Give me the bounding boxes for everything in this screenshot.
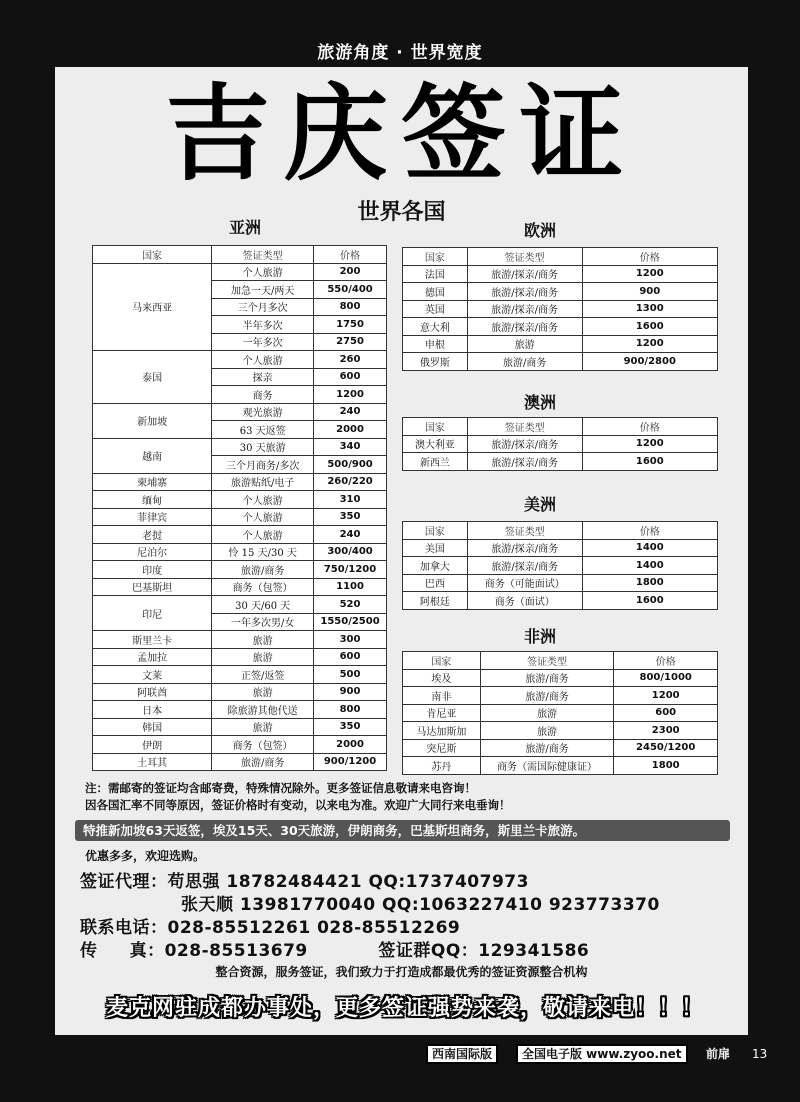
country-cell: 文莱	[93, 666, 212, 684]
promo-bar: 特推新加坡63天返签，埃及15天、30天旅游，伊朗商务，巴基斯坦商务，斯里兰卡旅游。	[75, 820, 730, 841]
price-cell: 1600	[582, 318, 718, 336]
price-cell: 800	[314, 701, 387, 719]
table-row	[403, 318, 718, 336]
table-row	[403, 453, 718, 471]
price-cell: 1200	[614, 687, 718, 705]
footer-edition: 西南国际版	[426, 1044, 498, 1064]
table-row	[93, 438, 387, 456]
table-row	[403, 704, 718, 722]
country-cell: 巴西	[403, 574, 468, 592]
country-cell: 柬埔寨	[93, 473, 212, 491]
country-cell: 孟加拉	[93, 648, 212, 666]
section-title-africa: 非洲	[523, 627, 556, 646]
section-title-americas: 美洲	[523, 495, 556, 514]
call-banner: 麦克网驻成都办事处，更多签证强势来袭，敬请来电！！！	[105, 996, 704, 1021]
price-cell: 550/400	[314, 281, 387, 299]
visa-type-cell: 商务（可能面试）	[467, 574, 582, 592]
price-cell: 600	[314, 648, 387, 666]
bottom-strip	[0, 1064, 800, 1102]
price-cell: 800/1000	[614, 669, 718, 687]
price-cell: 2300	[614, 722, 718, 740]
country-cell: 阿联酋	[93, 683, 212, 701]
table-row	[93, 263, 387, 281]
table-row	[93, 543, 387, 561]
price-cell: 1800	[614, 757, 718, 775]
table-row	[93, 666, 387, 684]
visa-type-cell: 30 天旅游	[212, 438, 314, 456]
visa-type-cell: 个人旅游	[212, 263, 314, 281]
price-cell: 750/1200	[314, 561, 387, 579]
column-header-type: 签证类型	[467, 248, 582, 266]
footer-section: 前扉	[706, 1047, 731, 1061]
column-header-price: 价格	[314, 246, 387, 264]
visa-type-cell: 怜 15 天/30 天	[212, 543, 314, 561]
country-cell: 德国	[403, 283, 468, 301]
price-cell: 1200	[582, 335, 718, 353]
column-header-price: 价格	[582, 418, 717, 436]
price-cell: 1800	[582, 574, 717, 592]
visa-type-cell: 旅游/商务	[480, 669, 614, 687]
column-header-country: 国家	[403, 248, 468, 266]
visa-type-cell: 半年多次	[212, 316, 314, 334]
visa-type-cell: 一年多次男/女	[212, 613, 314, 631]
price-cell: 240	[314, 403, 387, 421]
price-cell: 520	[314, 596, 387, 614]
table-header-row	[403, 248, 718, 266]
table-row	[403, 265, 718, 283]
table-row	[403, 687, 718, 705]
table-header-row	[403, 522, 718, 540]
asia-visa-table	[92, 245, 387, 771]
price-cell: 500/900	[314, 456, 387, 474]
table-row	[93, 508, 387, 526]
table-row	[403, 757, 718, 775]
visa-type-cell: 旅游/探亲/商务	[467, 539, 582, 557]
visa-type-cell: 旅游	[212, 648, 314, 666]
table-row	[93, 648, 387, 666]
price-cell: 1200	[314, 386, 387, 404]
table-row	[93, 526, 387, 544]
table-row	[403, 539, 718, 557]
price-cell: 1750	[314, 316, 387, 334]
visa-type-cell: 三个月多次	[212, 298, 314, 316]
visa-type-cell: 旅游	[212, 631, 314, 649]
country-cell: 新加坡	[93, 403, 212, 438]
visa-type-cell: 一年多次	[212, 333, 314, 351]
visa-type-cell: 个人旅游	[212, 351, 314, 369]
visa-type-cell: 个人旅游	[212, 508, 314, 526]
price-cell: 1300	[582, 300, 718, 318]
country-cell: 菲律宾	[93, 508, 212, 526]
table-row	[403, 592, 718, 610]
country-cell: 澳大利亚	[403, 435, 468, 453]
country-cell: 埃及	[403, 669, 481, 687]
price-cell: 1400	[582, 539, 717, 557]
country-cell: 肯尼亚	[403, 704, 481, 722]
price-cell: 1100	[314, 578, 387, 596]
price-cell: 300/400	[314, 543, 387, 561]
table-row	[93, 596, 387, 614]
country-cell: 尼泊尔	[93, 543, 212, 561]
table-row	[93, 718, 387, 736]
visa-type-cell: 旅游	[480, 722, 614, 740]
price-cell: 350	[314, 508, 387, 526]
country-cell: 马达加斯加	[403, 722, 481, 740]
visa-type-cell: 探亲	[212, 368, 314, 386]
visa-type-cell: 商务	[212, 386, 314, 404]
table-row	[93, 631, 387, 649]
column-header-price: 价格	[582, 522, 717, 540]
price-cell: 1400	[582, 557, 717, 575]
visa-type-cell: 观光旅游	[212, 403, 314, 421]
contact-agent-1: 签证代理：苟思强 18782484421 QQ:1737407973	[80, 872, 529, 892]
visa-type-cell: 个人旅游	[212, 526, 314, 544]
price-cell: 300	[314, 631, 387, 649]
table-row	[403, 353, 718, 371]
country-cell: 泰国	[93, 351, 212, 404]
price-cell: 240	[314, 526, 387, 544]
visa-type-cell: 旅游	[212, 718, 314, 736]
price-cell: 900	[582, 283, 718, 301]
price-cell: 1200	[582, 265, 718, 283]
mission-statement: 整合资源，服务签证，我们致力于打造成都最优秀的签证资源整合机构	[215, 965, 588, 979]
visa-type-cell: 旅游/探亲/商务	[467, 318, 582, 336]
section-title-europe: 欧洲	[523, 221, 556, 240]
visa-type-cell: 30 天/60 天	[212, 596, 314, 614]
country-cell: 英国	[403, 300, 468, 318]
americas-visa-table	[402, 521, 718, 610]
notes	[85, 780, 511, 814]
country-cell: 意大利	[403, 318, 468, 336]
price-cell: 2450/1200	[614, 739, 718, 757]
column-header-type: 签证类型	[467, 522, 582, 540]
price-cell: 2000	[314, 421, 387, 439]
country-cell: 阿根廷	[403, 592, 468, 610]
visa-type-cell: 商务（面试）	[467, 592, 582, 610]
country-cell: 申根	[403, 335, 468, 353]
price-cell: 310	[314, 491, 387, 509]
contact-agent-2: 张天顺 13981770040 QQ:1063227410 923773370	[181, 895, 660, 915]
footer	[0, 1044, 800, 1064]
table-row	[403, 283, 718, 301]
country-cell: 美国	[403, 539, 468, 557]
price-cell: 600	[314, 368, 387, 386]
price-cell: 2000	[314, 736, 387, 754]
table-row	[93, 753, 387, 771]
page-title: 吉庆签证	[165, 73, 638, 195]
table-header-row	[403, 652, 718, 670]
price-cell: 900/2800	[582, 353, 718, 371]
page-number: 13	[752, 1047, 768, 1061]
visa-type-cell: 旅游	[212, 683, 314, 701]
price-cell: 900	[314, 683, 387, 701]
table-row	[403, 722, 718, 740]
country-cell: 马来西亚	[93, 263, 212, 351]
visa-type-cell: 旅游/商务	[480, 687, 614, 705]
visa-type-cell: 商务（需国际健康证）	[480, 757, 614, 775]
column-header-type: 签证类型	[480, 652, 614, 670]
visa-type-cell: 63 天返签	[212, 421, 314, 439]
contact-fax: 传 真：028-85513679 签证群QQ：129341586	[80, 941, 590, 961]
country-cell: 缅甸	[93, 491, 212, 509]
price-cell: 200	[314, 263, 387, 281]
column-header-country: 国家	[403, 652, 481, 670]
visa-type-cell: 旅游/探亲/商务	[467, 453, 582, 471]
country-cell: 加拿大	[403, 557, 468, 575]
africa-visa-table	[402, 651, 718, 775]
contact-phone: 联系电话：028-85512261 028-85512269	[80, 918, 461, 938]
price-cell: 260/220	[314, 473, 387, 491]
table-row	[93, 473, 387, 491]
visa-type-cell: 旅游/探亲/商务	[467, 557, 582, 575]
price-cell: 900/1200	[314, 753, 387, 771]
country-cell: 印尼	[93, 596, 212, 631]
visa-type-cell: 旅游	[467, 335, 582, 353]
price-cell: 2750	[314, 333, 387, 351]
price-cell: 1200	[582, 435, 717, 453]
table-row	[93, 491, 387, 509]
subtitle: 世界各国	[357, 199, 446, 225]
visa-type-cell: 个人旅游	[212, 491, 314, 509]
country-cell: 法国	[403, 265, 468, 283]
welcome-text: 优惠多多，欢迎选购。	[85, 849, 206, 863]
price-cell: 350	[314, 718, 387, 736]
visa-type-cell: 旅游/商务	[212, 561, 314, 579]
price-cell: 340	[314, 438, 387, 456]
section-title-asia: 亚洲	[228, 218, 261, 237]
visa-type-cell: 旅游/探亲/商务	[467, 435, 582, 453]
country-cell: 老挝	[93, 526, 212, 544]
column-header-country: 国家	[93, 246, 212, 264]
visa-type-cell: 商务（包签）	[212, 578, 314, 596]
table-row	[93, 683, 387, 701]
visa-type-cell: 旅游/商务	[467, 353, 582, 371]
country-cell: 巴基斯坦	[93, 578, 212, 596]
table-row	[93, 578, 387, 596]
table-row	[403, 574, 718, 592]
column-header-country: 国家	[403, 522, 468, 540]
table-row	[93, 701, 387, 719]
price-cell: 500	[314, 666, 387, 684]
oceania-visa-table	[402, 417, 718, 471]
price-cell: 1600	[582, 592, 717, 610]
column-header-type: 签证类型	[467, 418, 582, 436]
note-line-1: 注：需邮寄的签证均含邮寄费，特殊情况除外。更多签证信息敬请来电咨询！	[85, 781, 476, 795]
visa-type-cell: 加急一天/两天	[212, 281, 314, 299]
table-row	[403, 557, 718, 575]
country-cell: 伊朗	[93, 736, 212, 754]
column-header-type: 签证类型	[212, 246, 314, 264]
country-cell: 斯里兰卡	[93, 631, 212, 649]
tagline: 旅游角度 · 世界宽度	[317, 43, 483, 63]
table-header-row	[403, 418, 718, 436]
table-row	[93, 351, 387, 369]
table-row	[403, 435, 718, 453]
country-cell: 越南	[93, 438, 212, 473]
column-header-price: 价格	[582, 248, 718, 266]
price-cell: 1550/2500	[314, 613, 387, 631]
price-cell: 260	[314, 351, 387, 369]
table-row	[93, 561, 387, 579]
visa-type-cell: 旅游贴纸/电子	[212, 473, 314, 491]
main-panel	[55, 67, 748, 1035]
table-row	[93, 403, 387, 421]
price-cell: 1600	[582, 453, 717, 471]
country-cell: 新西兰	[403, 453, 468, 471]
table-row	[403, 300, 718, 318]
visa-type-cell: 商务（包签）	[212, 736, 314, 754]
country-cell: 俄罗斯	[403, 353, 468, 371]
note-line-2: 因各国汇率不同等原因，签证价格时有变动，以来电为准。欢迎广大同行来电垂询！	[85, 798, 511, 812]
visa-type-cell: 旅游/探亲/商务	[467, 300, 582, 318]
price-cell: 800	[314, 298, 387, 316]
table-header-row	[93, 246, 387, 264]
visa-type-cell: 旅游/探亲/商务	[467, 283, 582, 301]
europe-visa-table	[402, 247, 718, 371]
table-row	[403, 335, 718, 353]
visa-type-cell: 旅游	[480, 704, 614, 722]
section-title-oceania: 澳洲	[523, 393, 556, 412]
country-cell: 韩国	[93, 718, 212, 736]
visa-type-cell: 旅游/商务	[480, 739, 614, 757]
country-cell: 日本	[93, 701, 212, 719]
column-header-price: 价格	[614, 652, 718, 670]
table-row	[403, 739, 718, 757]
country-cell: 苏丹	[403, 757, 481, 775]
visa-type-cell: 旅游/探亲/商务	[467, 265, 582, 283]
footer-site-link[interactable]: 全国电子版 www.zyoo.net	[516, 1044, 688, 1064]
country-cell: 土耳其	[93, 753, 212, 771]
country-cell: 南非	[403, 687, 481, 705]
table-row	[93, 736, 387, 754]
visa-type-cell: 三个月商务/多次	[212, 456, 314, 474]
country-cell: 印度	[93, 561, 212, 579]
column-header-country: 国家	[403, 418, 468, 436]
price-cell: 600	[614, 704, 718, 722]
visa-type-cell: 除旅游其他代送	[212, 701, 314, 719]
visa-type-cell: 旅游/商务	[212, 753, 314, 771]
table-row	[403, 669, 718, 687]
visa-type-cell: 正签/返签	[212, 666, 314, 684]
country-cell: 突尼斯	[403, 739, 481, 757]
